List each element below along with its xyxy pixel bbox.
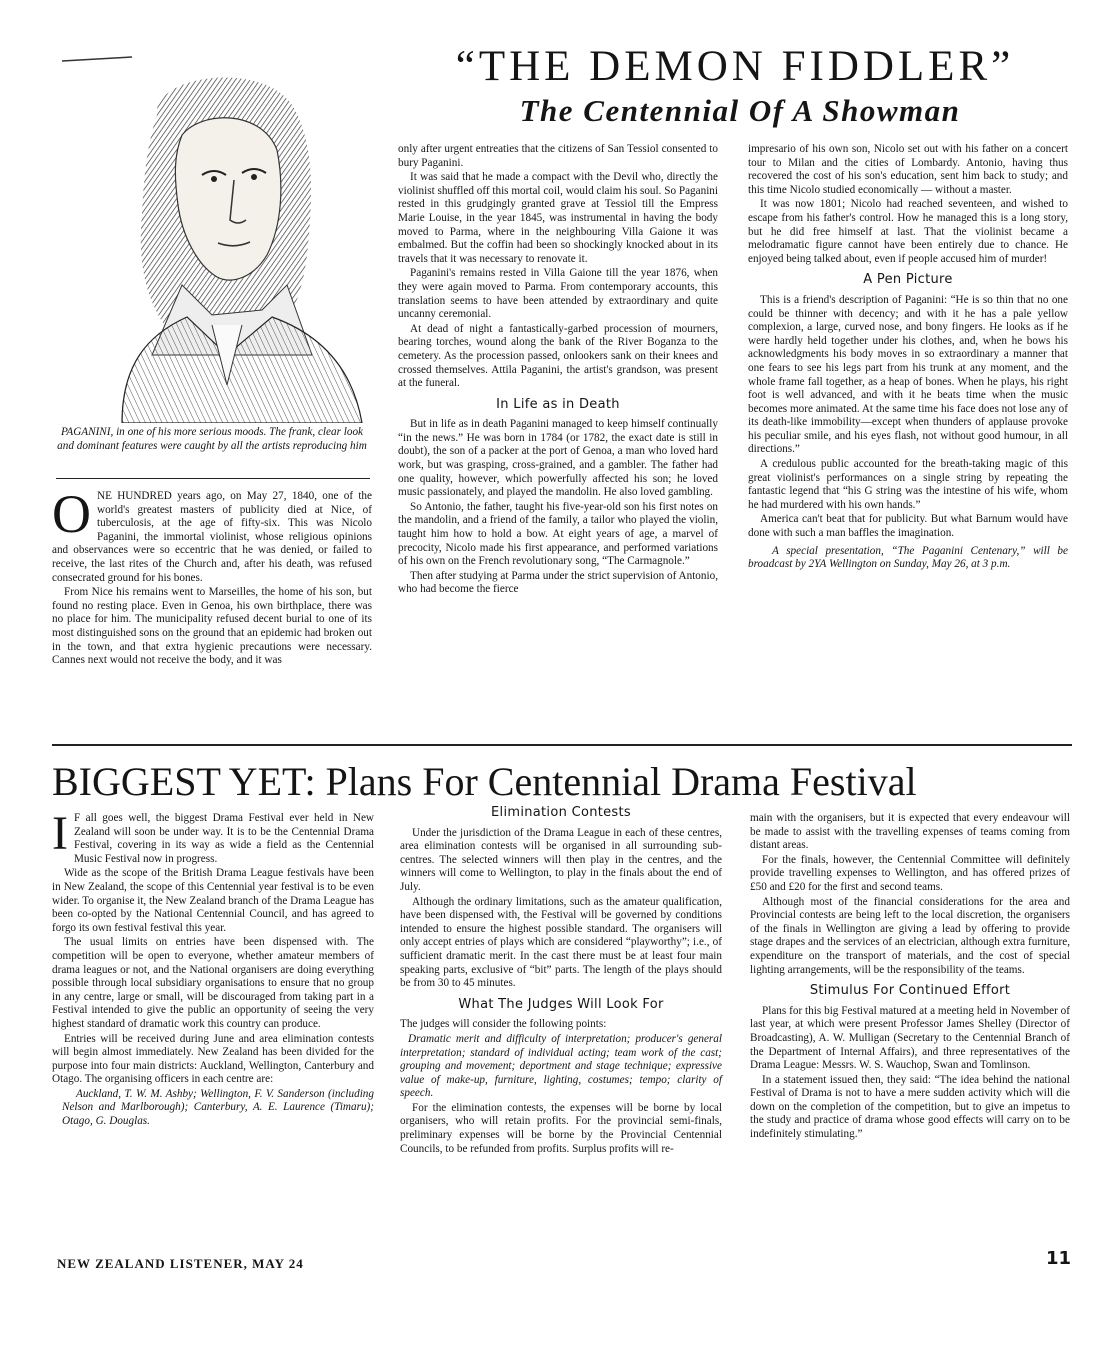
paragraph: Then after studying at Parma under the strict supervision of Antonio, who had become the fierce	[398, 569, 718, 596]
section-heading-stimulus: Stimulus For Continued Effort	[809, 983, 1011, 999]
drama-festival-column-2	[400, 806, 722, 1156]
section-heading-pen-picture: A Pen Picture	[863, 272, 953, 288]
dropcap-i: I	[52, 807, 68, 860]
demon-fiddler-column-3	[748, 143, 1068, 572]
dropcap-o: O	[52, 484, 91, 544]
article-subtitle: The Centennial Of A Showman	[519, 93, 961, 128]
organisers-list: Auckland, T. W. M. Ashby; Wellington, F. V. Sanderson (including Nelson and Marlborough); Canterbury, A. E. Laurence (Timaru); Otago, G. Douglas.	[62, 1087, 374, 1128]
paragraph: In a statement issued then, they said: “The idea behind the national Festival of Drama is not to have a mere sudden activity which will die down on the completion of the competition, but to give an impetus to the study and practice of drama whose good effects will carry on to be indefinitely stimulating.”	[750, 1073, 1070, 1141]
paragraph: only after urgent entreaties that the citizens of San Tessiol consented to bury Paganini.	[398, 143, 718, 169]
article-title-biggest-yet: BIGGEST YET: Plans For Centennial Drama Festival	[52, 759, 917, 804]
paragraph: It was said that he made a compact with the Devil who, directly the violinist shuffled off this mortal coil, would claim his soul. So Paganini rested in this grudgingly granted grave at Tessiol till the Empress Marie Louise, in the year 1845, was instrumental in having the body moved to Parma, where in the neighbouring Villa Gaione it was embalmed. But the coffin had been so shockingly knocked about in its travels that it was necessary to renovate it.	[398, 171, 718, 265]
demon-fiddler-column-1	[52, 484, 372, 668]
paragraph: This is a friend's description of Paganini: “He is so thin that no one could be thinner with decency; and with it he has a pale yellow complexion, a large, curved nose, and bony fingers. He looks as if he were hardly held together under his clothes, and, when he bows his acknowledgments his body moves in so extraordinary a manner that one fears to see his legs part from his trunk at any moment, and the whole frame fall together, as a heap of bones. When he plays, his right foot is well advanced, and with it he beats time when the music becomes more animated. At the same time his face does not lose any of its death-like immobility—except when thunders of applause provoke his peculiar smile, and his eyes flash, not without good humour, in all directions.”	[748, 293, 1068, 456]
paragraph: America can't beat that for publicity. But what Barnum would have done with such a man baffles the imagination.	[748, 513, 1068, 540]
paragraph: Although the ordinary limitations, such as the amateur qualification, have been dispensed with, the Festival will be governed by conditions intended to ensure the highest possible standard. The organisers will only accept entries of plays which are considered “playworthy”; i.e., of sufficient dramatic merit. In the cast there must be at least four main speaking parts, exclusive of “bit” parts. The length of the plays should be from 30 to 45 minutes.	[400, 895, 722, 990]
paragraph: F all goes well, the biggest Drama Festival ever held in New Zealand will soon be under way. It is to be the Centennial Drama Festival, covering in its way as wide a field as the Centennial Music Festival now in progress.	[73, 812, 374, 865]
paragraph: The judges will consider the following points:	[400, 1018, 607, 1031]
drama-festival-column-1	[52, 807, 374, 1129]
caption-divider	[56, 478, 370, 479]
article-divider	[52, 744, 1072, 746]
demon-fiddler-column-2	[398, 143, 718, 597]
paragraph: Wide as the scope of the British Drama League festivals have been in New Zealand, the scope of this Centennial year festival is to be even wider. To organise it, the New Zealand branch of the Drama League has been co-opted by the National Centennial Council, and has agreed to forgo its own festival festival this year.	[52, 867, 374, 934]
paragraph: NE HUNDRED years ago, on May 27, 1840, one of the world's greatest masters of publicity died at Nice, of tuberculosis, at the age of fifty-six. This was Nicolo Paganini, the immortal violinist, whose religious opinions and observances were so eccentric that he was denied, or failed to receive, the last rites of the Church and, after his death, was refused consecrated ground for his bones.	[52, 490, 372, 584]
paragraph: From Nice his remains went to Marseilles, the home of his son, but found no resting place. Even in Genoa, his own birthplace, there was no place for him. The municipality refused decent burial to one of its most distinguished sons on the ground that an epidemic had broken out in the town, and that extra hygienic precautions were necessary. Cannes next would not receive the body, and it was	[52, 586, 372, 667]
section-heading-elimination: Elimination Contests	[491, 805, 631, 820]
broadcast-note: A special presentation, “The Paganini Centenary,” will be broadcast by 2YA Wellington on Sunday, May 26, at 3 p.m.	[748, 544, 1068, 571]
paragraph: Entries will be received during June and area elimination contests will begin almost immediately. New Zealand has been divided for the purpose into four main districts: Auckland, Wellington, Canterbury and Otago. The organising officers in each centre are:	[52, 1032, 374, 1086]
page-number: 11	[1046, 1248, 1072, 1269]
paragraph: impresario of his own son, Nicolo set out with his father on a concert tour to Milan and the cities of Lombardy. Antonio, having thus recovered the cost of his son's education, sent him back to study; and this time Nicolo studied economically — without a master.	[748, 143, 1068, 196]
section-heading-in-life: In Life as in Death	[496, 396, 620, 412]
paragraph: Under the jurisdiction of the Drama League in each of these centres, area elimination contests will be organised in all surrounding sub-centres. The selected winners will then play in the centres, and the winners will come to Wellington, to play in the finals about the end of July.	[400, 826, 722, 893]
paragraph: The usual limits on entries have been dispensed with. The competition will be open to everyone, whether amateur members of drama leagues or not, and the National organisers are doing everything possible through local subsidiary organisations to ensure that no group in any centre, large or small, will be discouraged from taking part in a Festival intended to give the public an opportunity of seeing the very highest standard of dramatic work this country can produce.	[52, 936, 374, 1030]
section-heading-judges: What The Judges Will Look For	[458, 996, 664, 1012]
paganini-portrait	[62, 55, 380, 423]
article-title-demon-fiddler: “THE DEMON FIDDLER”	[455, 43, 1015, 90]
drama-festival-column-3	[750, 812, 1070, 1142]
paragraph: So Antonio, the father, taught his five-year-old son his first notes on the mandolin, and a friend of the family, a tailor who played the violin, taught him how to hold a bow. At eight years of age, a marvel of precocity, Nicolo made his first appearance, and performed variations of his own on the French revolutionary song, “The Carmagnole.”	[398, 500, 718, 568]
publication-footer: NEW ZEALAND LISTENER, MAY 24	[57, 1256, 304, 1271]
paragraph: A credulous public accounted for the breath-taking magic of this great violinist's performances on a single string by repeating the fantastic legend that “his G string was the intestine of his wife, whom he had murdered with his own hands.”	[748, 458, 1068, 511]
paragraph: Although most of the financial considerations for the area and Provincial contests are being left to the local discretion, the organisers of the finals in Wellington are giving a lead by offering to provide stage drapes and the services of an electrician, although extra furniture, expenditure on the transport of materials, and the cost of special lighting arrangements, will be the responsibility of the teams.	[750, 895, 1070, 976]
paragraph: For the finals, however, the Centennial Committee will definitely provide travelling expenses to Wellington, and has offered prizes of £50 and £20 for the first and second teams.	[750, 853, 1070, 893]
paragraph: For the elimination contests, the expenses will be borne by local organisers, who will retain profits. For the provincial semi-finals, preliminary expenses will be borne by the Provincial Centennial Councils, to be refunded from profits. Surplus profits will re-	[400, 1101, 722, 1155]
paragraph: Plans for this big Festival matured at a meeting held in November of last year, at which were present Professor James Shelley (Director of Broadcasting), A. W. Mulligan (Secretary to the Centennial Branch of the Department of Internal Affairs), and three representatives of the Drama League: Messrs. W. S. Wauchop, Swan and Tomlinson.	[750, 1004, 1070, 1072]
paragraph: It was now 1801; Nicolo had reached seventeen, and wished to escape from his father's control. How he managed this is a long story, but he did free himself at last. That the violinist became a melodramatic figure cannot have been entirely due to chance. He enjoyed being talked about, even if people accused him of murder!	[748, 198, 1068, 265]
paragraph: But in life as in death Paganini managed to keep himself continually “in the news.” He was born in 1784 (or 1782, the exact date is still in doubt), the son of a packer at the port of Genoa, a man who loved hard work, but was grasping, cross-grained, and a gambler. The father had one quality, however, which powerfully affected his son; he loved music passionately, and played the mandolin. He also loved gambling.	[398, 418, 718, 499]
paragraph: main with the organisers, but it is expected that every endeavour will be made to assist with the travelling expenses of teams coming from distant areas.	[750, 812, 1070, 852]
judging-criteria: Dramatic merit and difficulty of interpretation; producer's general interpretation; standard of individual acting; team work of the cast; grouping and movement; deportment and stage technique; expressive value of make-up, furniture, lighting, costumes; tempo; clarity of speech.	[400, 1032, 722, 1100]
portrait-caption: PAGANINI, in one of his more serious moods. The frank, clear look and dominant features were caught by all the artists reproducing him	[57, 426, 367, 452]
paragraph: Paganini's remains rested in Villa Gaione till the year 1876, when they were again moved to Parma. From contemporary accounts, this translation seems to have been attended by extraordinary and quite uncanny ceremonial.	[398, 267, 718, 321]
paragraph: At dead of night a fantastically-garbed procession of mourners, bearing torches, wound along the bank of the River Boganza to the cemetery. As the procession passed, onlookers sank on their knees and crossed themselves. Attila Paganini, the artist's grandson, was present at the funeral.	[398, 322, 718, 390]
